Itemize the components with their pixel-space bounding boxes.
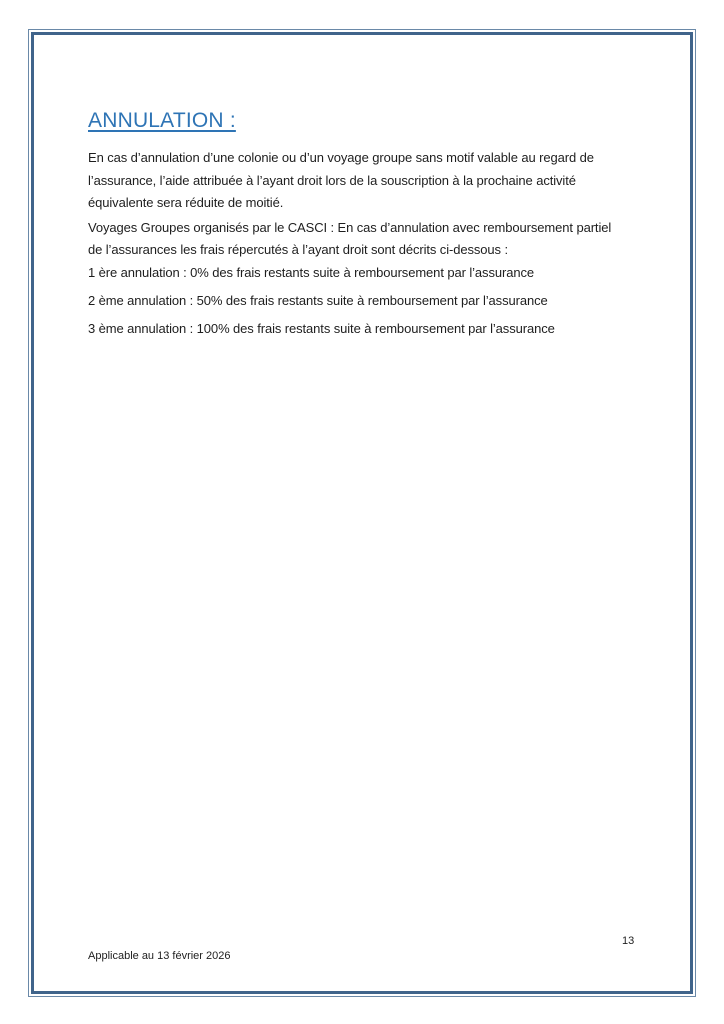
paragraph-intro <box>88 147 653 215</box>
paragraph-voyages-groupes <box>88 217 653 262</box>
page-number: 13 <box>622 935 635 947</box>
paragraph-line: équivalente sera réduite de moitié. <box>88 195 284 210</box>
paragraph-line: En cas d’annulation d’une colonie ou d’un voyage groupe sans motif valable au regard de <box>88 150 594 165</box>
document-content <box>88 108 653 340</box>
annulation-list <box>88 262 653 341</box>
paragraph-line: l’assurance, l’aide attribuée à l’ayant droit lors de la souscription à la prochaine activité <box>88 172 576 188</box>
paragraph-line: de l’assurances les frais répercutés à l’ayant droit sont décrits ci-dessous : <box>88 242 508 257</box>
list-item-annulation-2: 2 ème annulation : 50% des frais restants suite à remboursement par l’assurance <box>88 292 548 308</box>
footer-date: Applicable au 13 février 2026 <box>88 950 231 962</box>
paragraph-line: Voyages Groupes organisés par le CASCI : En cas d’annulation avec remboursement partiel <box>88 219 612 235</box>
list-item-annulation-1: 1 ère annulation : 0% des frais restants suite à remboursement par l’assurance <box>88 264 534 280</box>
document-title: ANNULATION : <box>88 109 236 132</box>
list-item-annulation-3: 3 ème annulation : 100% des frais restants suite à remboursement par l’assurance <box>88 320 555 336</box>
